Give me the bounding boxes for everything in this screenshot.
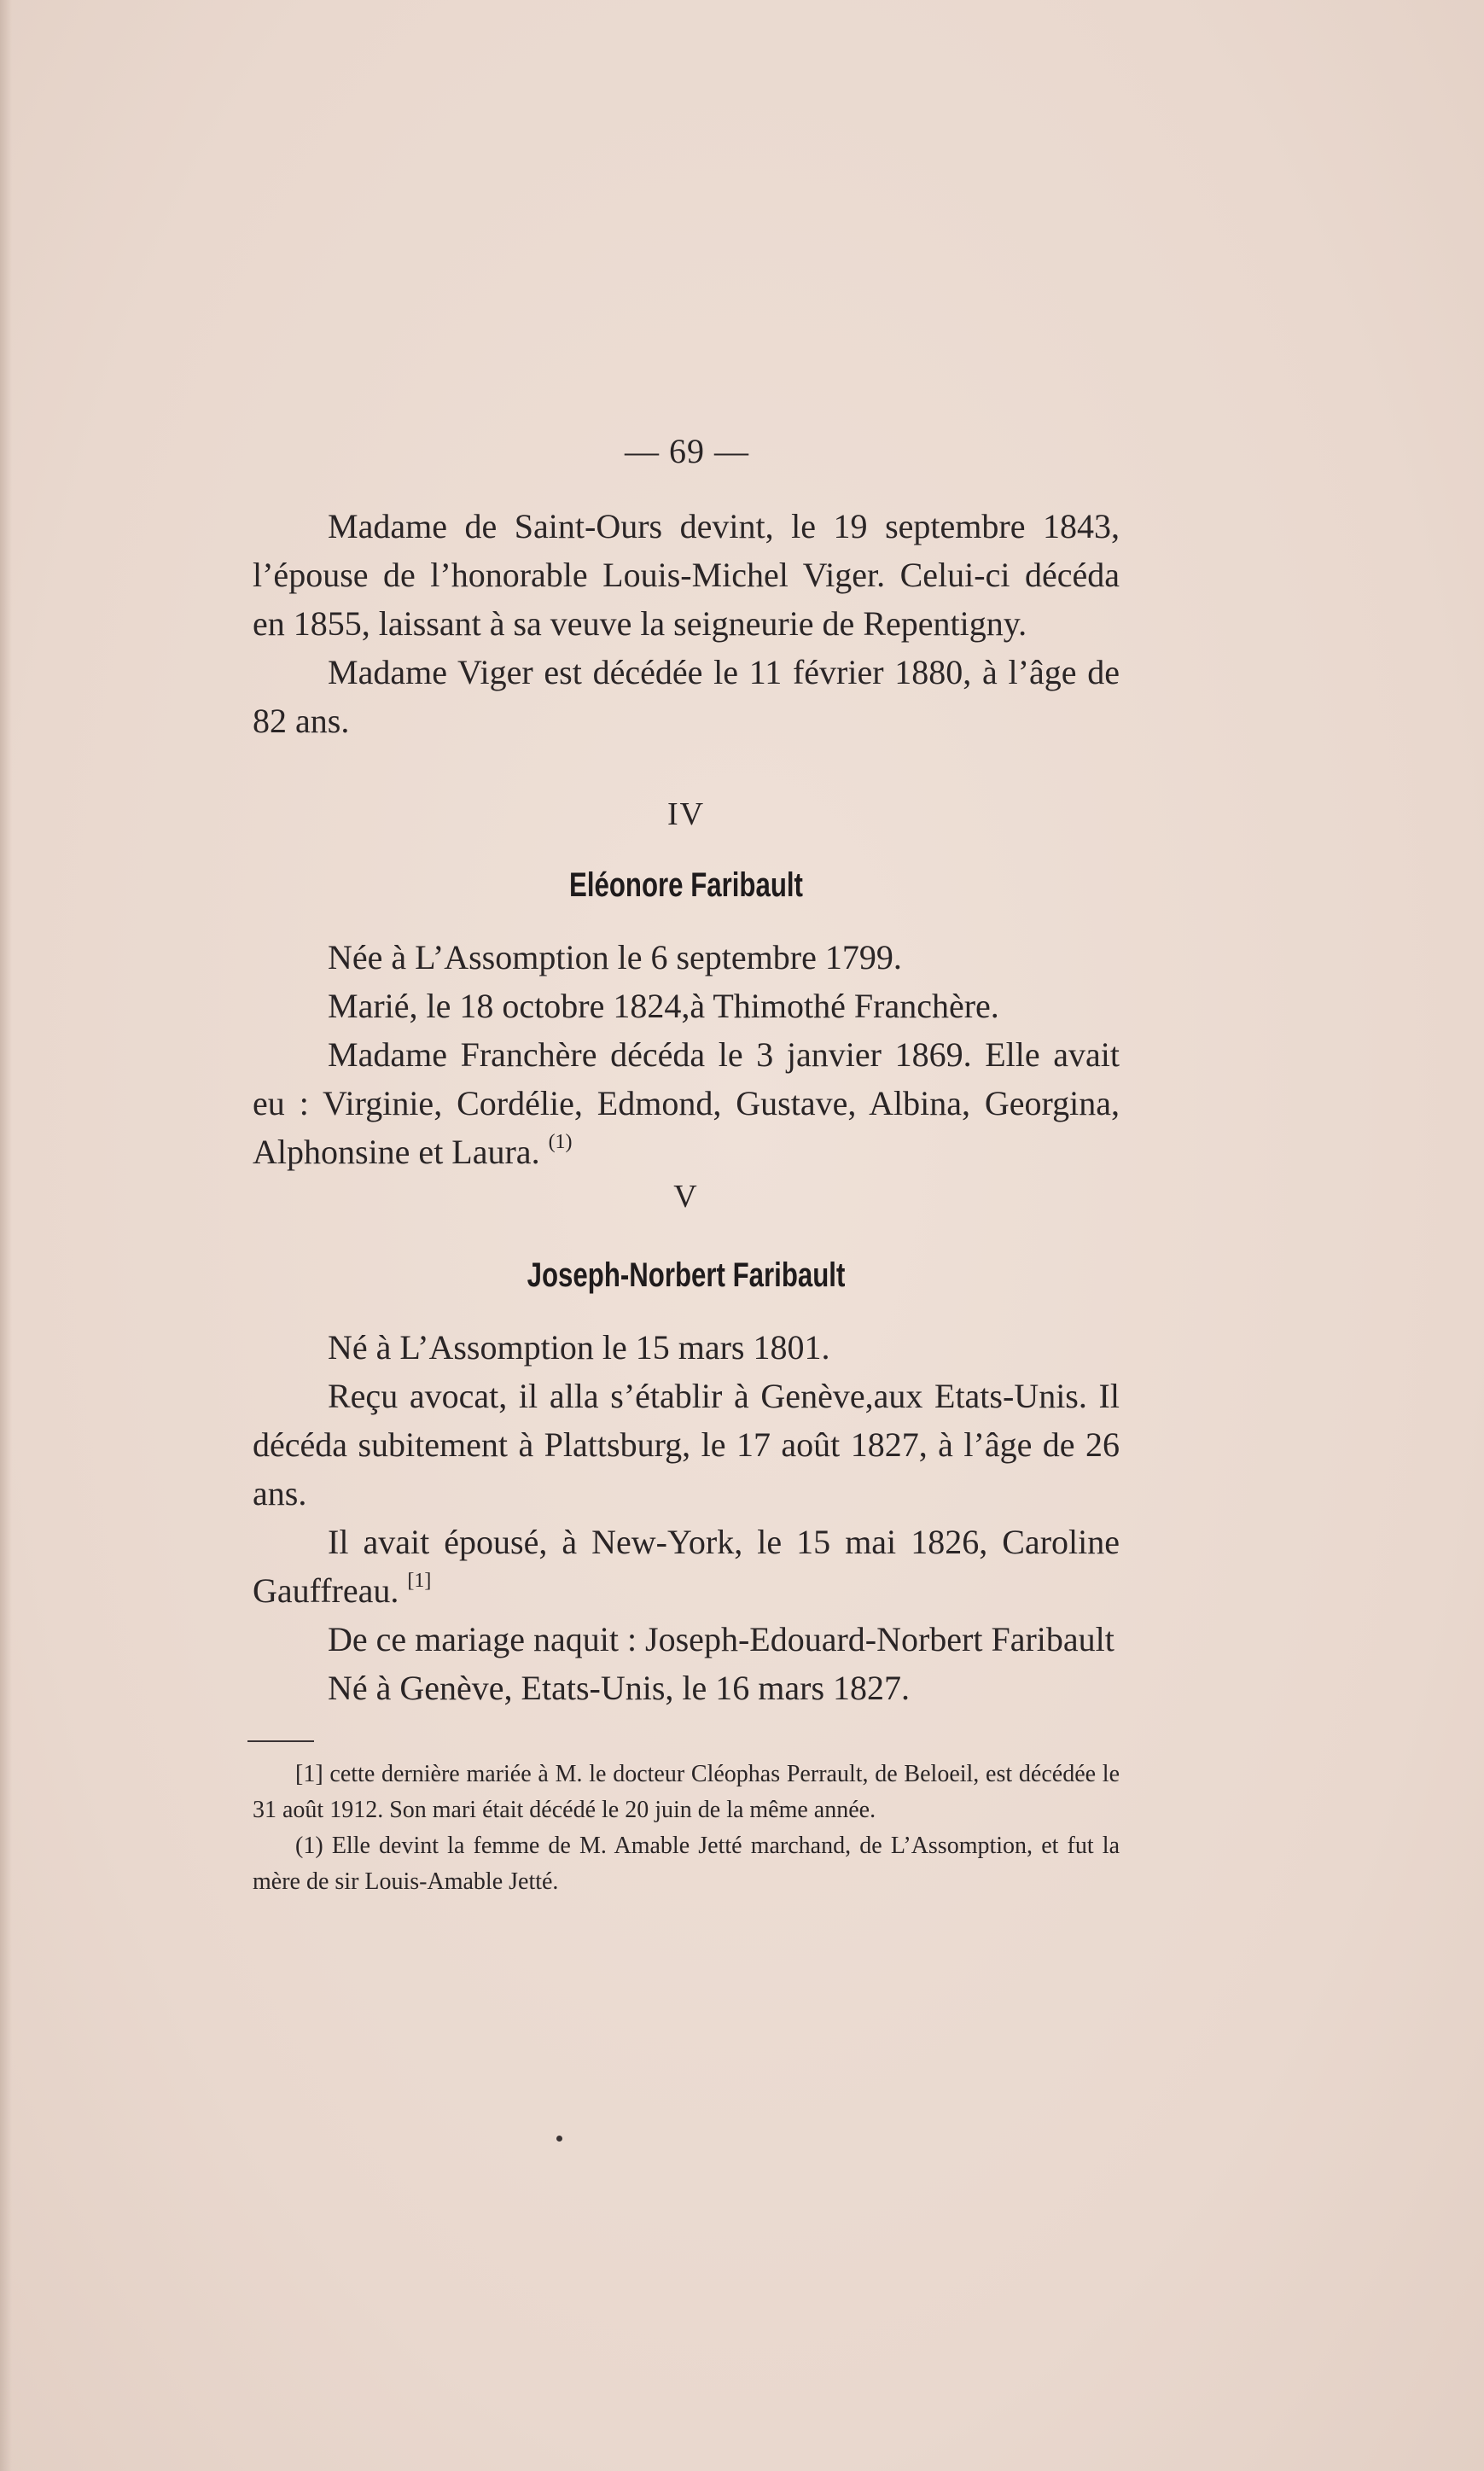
section-iv-body bbox=[253, 933, 1120, 1176]
footnote bbox=[253, 1757, 1120, 1828]
section-numeral: IV bbox=[666, 796, 706, 832]
section-v-heading-wrap bbox=[253, 1256, 1120, 1295]
paragraph: Marié, le 18 octobre 1824,à Thimothé Franchère. bbox=[328, 987, 999, 1025]
page-number: — 69 — bbox=[625, 432, 749, 470]
paragraph bbox=[253, 1518, 1120, 1615]
paragraph-text: Il avait épousé, à New-York, le 15 mai 1826, Caroline Gauffreau. bbox=[253, 1523, 1120, 1610]
footnote-ref: [1] bbox=[407, 1570, 432, 1592]
paragraph: Madame Viger est décédée le 11 février 1880, à l’âge de 82 ans. bbox=[253, 653, 1120, 740]
footnote-mark: [1] bbox=[295, 1761, 323, 1787]
paragraph: Reçu avocat, il alla s’établir à Genève,aux Etats-Unis. Il décéda subitement à Plattsburg, le 17 août 1827, à l’âge de 26 ans. bbox=[253, 1377, 1120, 1512]
footnote-text: Elle devint la femme de M. Amable Jetté marchand, de L’Assomption, et fut la mère de sir Louis-Amable Jetté. bbox=[253, 1833, 1120, 1895]
paragraph: Né à Genève, Etats-Unis, le 16 mars 1827. bbox=[328, 1669, 911, 1707]
section-v bbox=[253, 1178, 1120, 1215]
section-v-body bbox=[253, 1323, 1120, 1712]
paragraph: De ce mariage naquit : Joseph-Edouard-Norbert Faribault bbox=[328, 1620, 1114, 1658]
footnote-text: cette dernière mariée à M. le docteur Cléophas Perrault, de Beloeil, est décédée le 31 août 1912. Son mari était décédé le 20 juin de la même année. bbox=[253, 1761, 1120, 1823]
section-heading: Joseph-Norbert Faribault bbox=[527, 1256, 846, 1294]
paragraph: Née à L’Assomption le 6 septembre 1799. bbox=[328, 938, 902, 976]
footnote-mark: (1) bbox=[295, 1833, 323, 1859]
footnote-rule bbox=[247, 1740, 314, 1742]
paragraph-text: Madame Franchère décéda le 3 janvier 1869. Elle avait eu : Virginie, Cordélie, Edmond, Gustave, Albina, Georgina, Alphonsine et Laura. bbox=[253, 1035, 1120, 1171]
section-heading: Eléonore Faribault bbox=[569, 866, 803, 904]
intro-block bbox=[253, 502, 1120, 745]
footnote bbox=[253, 1828, 1120, 1900]
section-numeral: V bbox=[673, 1179, 699, 1215]
footnotes bbox=[253, 1757, 1120, 1900]
section-iv-heading-wrap bbox=[253, 866, 1120, 905]
section-iv bbox=[253, 795, 1120, 833]
ink-speck bbox=[556, 2136, 562, 2142]
paragraph bbox=[253, 1030, 1120, 1176]
paragraph: Madame de Saint-Ours devint, le 19 septembre 1843, l’épouse de l’honorable Louis-Michel Viger. Celui-ci décéda en 1855, laissant à sa veuve la seigneurie de Repentigny. bbox=[253, 507, 1120, 643]
footnote-ref: (1) bbox=[548, 1131, 573, 1153]
page-edge-shadow bbox=[0, 0, 12, 2471]
paragraph: Né à L’Assomption le 15 mars 1801. bbox=[328, 1328, 830, 1367]
